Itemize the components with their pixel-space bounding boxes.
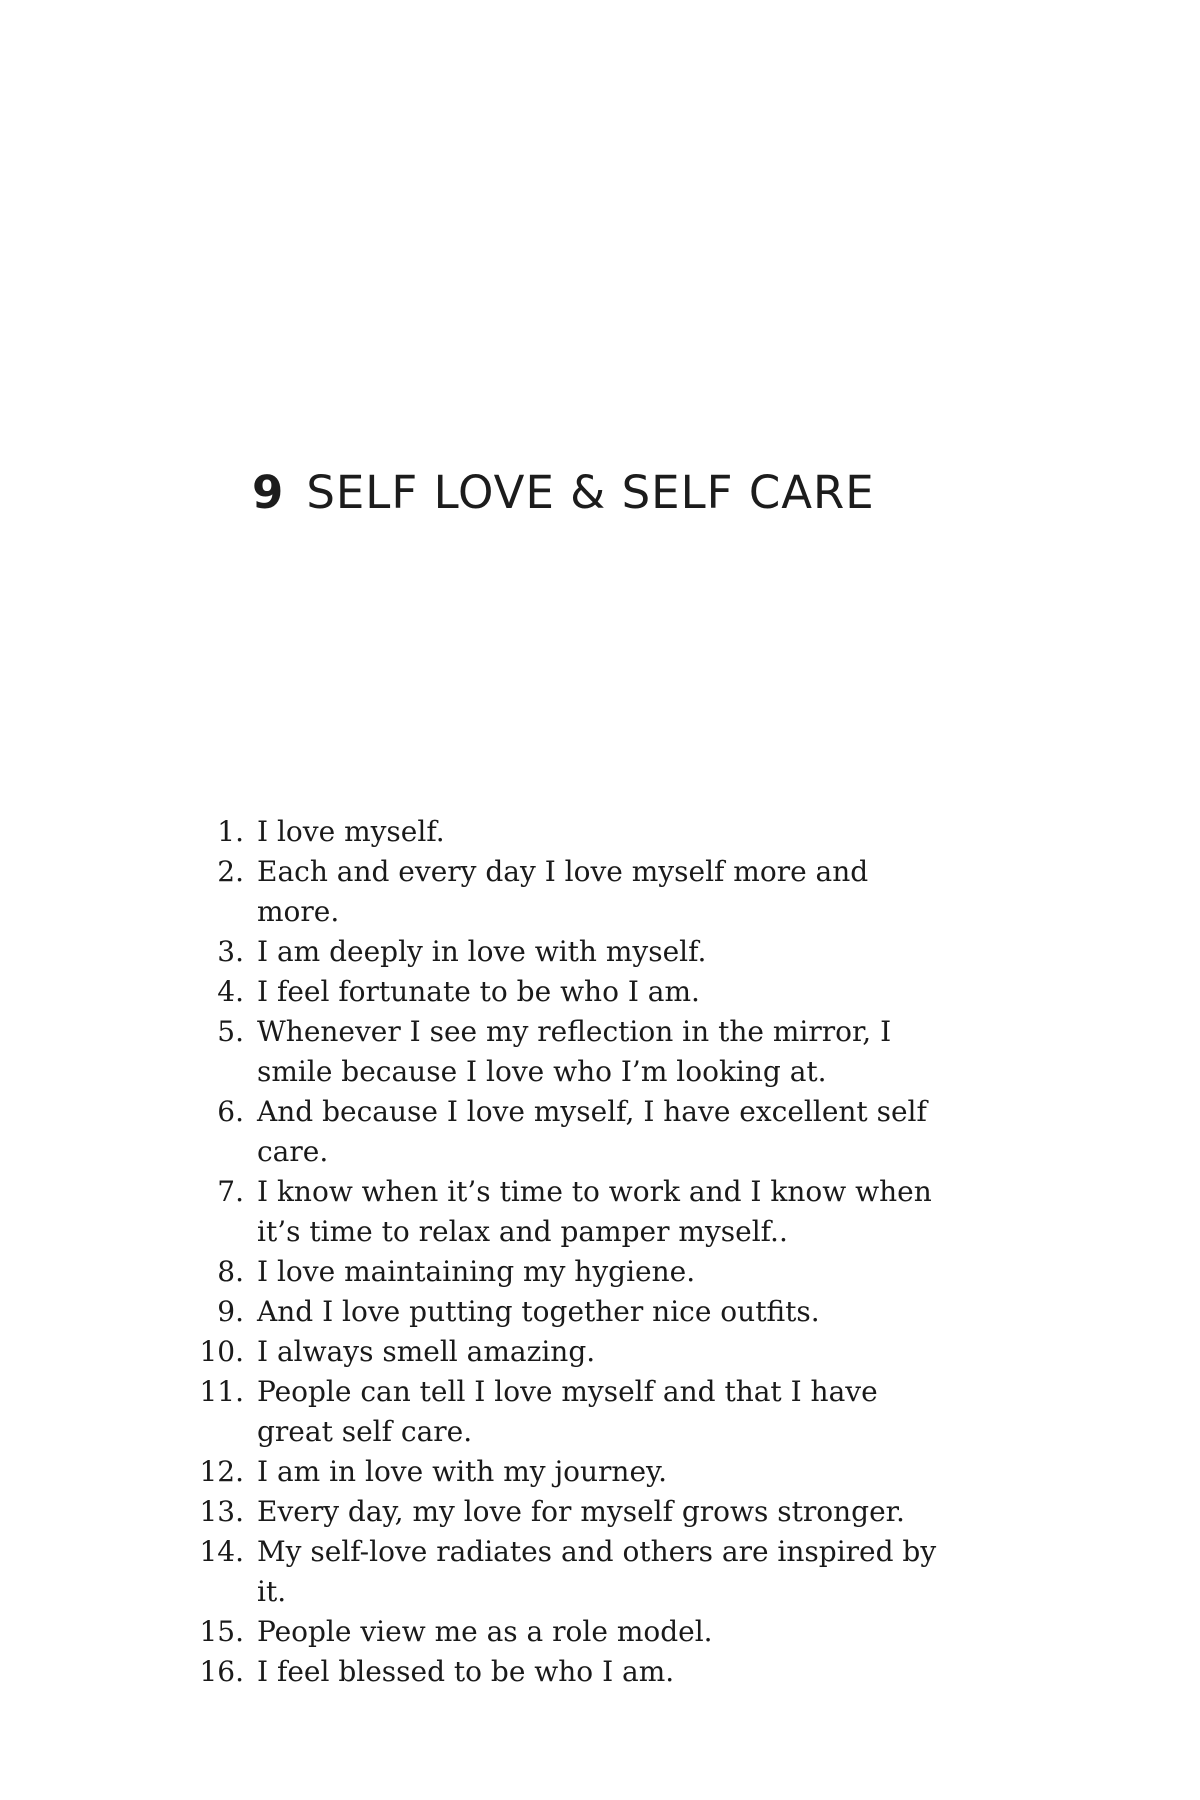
item-number: 10. xyxy=(199,1335,244,1368)
item-text: I love maintaining my hygiene. xyxy=(257,1255,696,1288)
list-item xyxy=(176,852,1036,932)
list-item xyxy=(176,1452,1036,1492)
list-item xyxy=(176,1652,1036,1692)
item-number: 15. xyxy=(199,1615,244,1648)
list-item xyxy=(176,1372,1036,1452)
item-number: 12. xyxy=(199,1455,244,1488)
chapter-title: SELF LOVE & SELF CARE xyxy=(306,466,875,520)
list-item xyxy=(176,1332,1036,1372)
item-number: 11. xyxy=(199,1375,244,1408)
list-item xyxy=(176,812,1036,852)
chapter-heading xyxy=(252,462,1012,524)
item-number: 5. xyxy=(217,1015,244,1048)
item-text: I am in love with my journey. xyxy=(257,1455,668,1488)
item-text: I know when it’s time to work and I know when it’s time to relax and pamper myself.. xyxy=(257,1175,932,1248)
item-text: People view me as a role model. xyxy=(257,1615,713,1648)
item-number: 7. xyxy=(217,1175,244,1208)
item-text: I am deeply in love with myself. xyxy=(257,935,707,968)
item-text: And I love putting together nice outfits. xyxy=(257,1295,820,1328)
item-number: 9. xyxy=(217,1295,244,1328)
list-item xyxy=(176,1292,1036,1332)
list-item xyxy=(176,1492,1036,1532)
item-text: And because I love myself, I have excellent self care. xyxy=(257,1095,927,1168)
item-number: 2. xyxy=(217,855,244,888)
list-item xyxy=(176,1252,1036,1292)
item-number: 8. xyxy=(217,1255,244,1288)
chapter-number: 9 xyxy=(252,466,285,520)
item-number: 14. xyxy=(199,1535,244,1568)
item-text: People can tell I love myself and that I have great self care. xyxy=(257,1375,878,1448)
item-text: Every day, my love for myself grows stronger. xyxy=(257,1495,905,1528)
list-item xyxy=(176,1092,1036,1172)
list-item xyxy=(176,1532,1036,1612)
item-number: 1. xyxy=(217,815,244,848)
item-text: I always smell amazing. xyxy=(257,1335,596,1368)
item-text: I feel blessed to be who I am. xyxy=(257,1655,675,1688)
list-item xyxy=(176,972,1036,1012)
item-text: Whenever I see my reflection in the mirror, I smile because I love who I’m looking at. xyxy=(257,1015,892,1088)
list-item xyxy=(176,1012,1036,1092)
item-text: Each and every day I love myself more and more. xyxy=(257,855,869,928)
item-number: 16. xyxy=(199,1655,244,1688)
affirmation-list xyxy=(176,812,1036,1692)
item-text: I love myself. xyxy=(257,815,445,848)
item-number: 13. xyxy=(199,1495,244,1528)
list-item xyxy=(176,1172,1036,1252)
list-item xyxy=(176,1612,1036,1652)
item-number: 4. xyxy=(217,975,244,1008)
item-text: My self-love radiates and others are inspired by it. xyxy=(257,1535,937,1608)
item-text: I feel fortunate to be who I am. xyxy=(257,975,700,1008)
item-number: 6. xyxy=(217,1095,244,1128)
item-number: 3. xyxy=(217,935,244,968)
list-item xyxy=(176,932,1036,972)
